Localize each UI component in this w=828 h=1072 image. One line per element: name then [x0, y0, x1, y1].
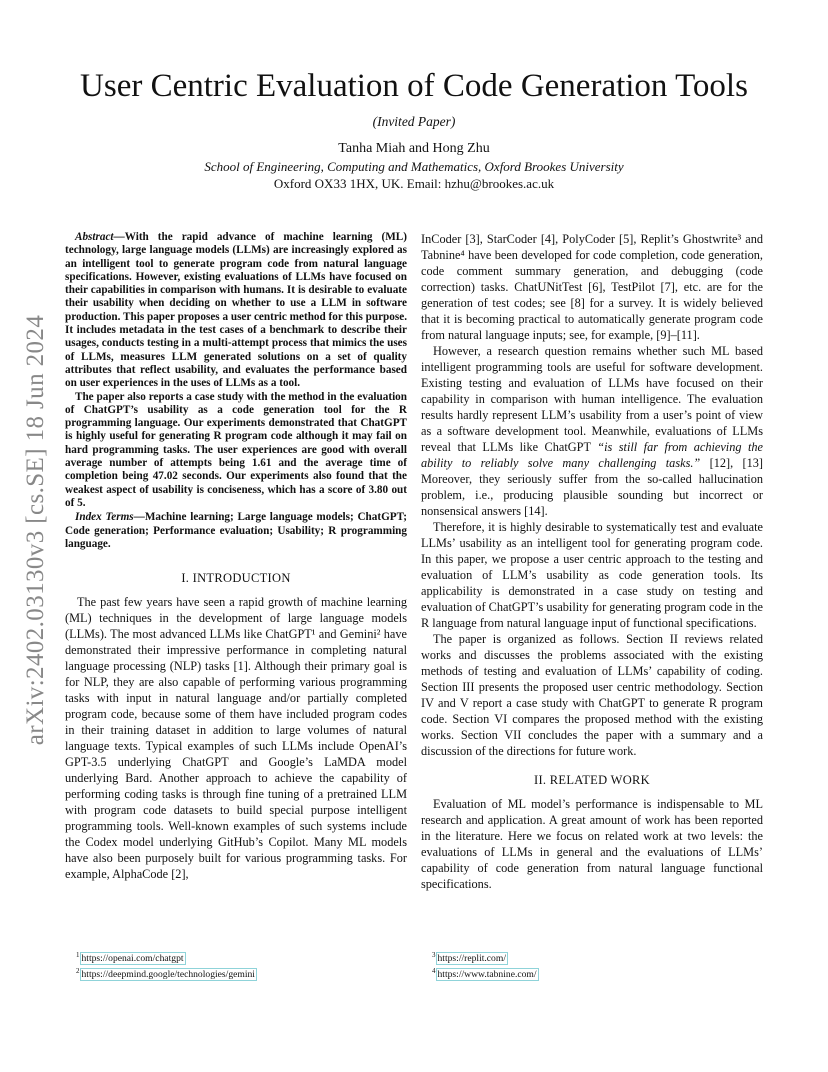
- footnote-3: [432, 949, 539, 965]
- abstract-paragraph-1: [65, 231, 407, 391]
- arxiv-identifier-text: arXiv:2402.03130v3 [cs.SE] 18 Jun 2024: [22, 314, 49, 746]
- footnote-1: [76, 949, 257, 965]
- section-heading-introduction: I. INTRODUCTION: [181, 571, 291, 586]
- footnote-4-number: 4: [432, 967, 436, 976]
- footnotes-right: [432, 949, 539, 981]
- address: Oxford OX33 1HX, UK. Email: hzhu@brookes.ac.uk: [273, 176, 555, 191]
- footnote-2-link[interactable]: https://deepmind.google/technologies/gemini: [81, 969, 255, 981]
- footnote-3-link[interactable]: https://replit.com/: [437, 953, 506, 965]
- paper-subtitle: (Invited Paper): [372, 114, 456, 129]
- index-terms-label: Index Terms: [75, 511, 134, 524]
- abstract-paragraph-2: The paper also reports a case study with the method in the evaluation of ChatGPT’s usability as a code generation tool for the R programming language. Our experiments demonstrated that ChatGPT is highly useful for generating R program code although it may fail on hard programming tasks. The user experiences are good with overall average number of attempts being 1.61 and the average time of completion being 47.02 seconds. Our experiments also found that the weakest aspect of usability is conciseness, which has a score of 3.80 out of 5.: [65, 390, 407, 509]
- footnote-4-link[interactable]: https://www.tabnine.com/: [437, 969, 537, 981]
- right-column: [421, 231, 763, 892]
- index-terms-text: —Machine learning; Large language models; ChatGPT; Code generation; Performance evaluation; Usability; R programming language.: [65, 511, 407, 550]
- intro-paragraph-1: The past few years have seen a rapid growth of machine learning (ML) techniques in the development of large language models (LLMs). The most advanced LLMs like ChatGPT¹ and Gemini² have demonstrated their impressive performance in completing natural language processing (NLP) tasks [1]. Although their primary goal is for NLP, they are also capable of performing various programming tasks with input in natural language and/or partially completed program code, because some of them have included program codes in their training dataset in addition to large volumes of natural language texts. Typical examples of such LLMs include OpenAI’s GPT-3.5 underlying ChatGPT and Google’s LaMDA model underlying Bard. Another approach to achieve the capability of performing coding tasks is through fine tuning of a pretrained LLM with program code datasets to build special purpose intelligent programming tools. Well-known examples of such systems include the Codex model underlying GitHub’s Copilot. Many ML models have also been purposely built for various programming tasks. For example, AlphaCode [2],: [65, 595, 407, 882]
- left-column: [65, 231, 407, 882]
- abstract-text-1: —With the rapid advance of machine learning (ML) technology, large language models (LLMs) are increasingly explored as an intelligent tool to generate program code from natural language specifications. However, existing evaluations of LLMs have focused on their capabilities in comparison with humans. It is desirable to evaluate their usability when deciding on whether to use a LLM in software production. This paper proposes a user centric method for this purpose. It includes metadata in the test cases of a benchmark to describe their usages, conducts testing in a multi-attempt process that mimics the uses of LLMs, measures LLM generated solutions on a set of quality attributes that reflect usability, and evaluates the performance based on user experiences in the uses of LLMs as a tool.: [65, 231, 407, 390]
- intro-paragraph-4: The paper is organized as follows. Section II reviews related works and discusses the problems associated with the existing methods of testing and evaluation of LLMs’ capability of coding. Section III presents the proposed user centric methodology. Section IV and V report a case study with ChatGPT to generate R program code. Section VI compares the proposed method with the existing works. Section VII concludes the paper with a summary and a discussion of the directions for future work.: [421, 632, 763, 758]
- index-terms: [65, 511, 407, 551]
- footnote-2-number: 2: [76, 967, 80, 976]
- intro-paragraph-2-text-a: However, a research question remains whether such ML based intelligent programming tools are useful for software development. Existing testing and evaluation of LLMs have focused on their capability in comparison with human intelligence. The evaluation results hardly represent LLM’s usability from a user’s point of view as a software development tool. Meanwhile, evaluations of LLMs reveal that LLMs like ChatGPT: [421, 344, 763, 454]
- intro-paragraph-2: [421, 343, 763, 519]
- section-heading-related-work: II. RELATED WORK: [533, 773, 650, 787]
- affiliation: School of Engineering, Computing and Mathematics, Oxford Brookes University: [204, 159, 624, 174]
- footnote-1-number: 1: [76, 951, 80, 959]
- authors: Tanha Miah and Hong Zhu: [338, 141, 490, 156]
- intro-paragraph-1-continued: InCoder [3], StarCoder [4], PolyCoder [5], Replit’s Ghostwrite³ and Tabnine⁴ have been developed for code completion, code generation, code comment summary generation, and debugging (code correction) tasks. ChatUNitTest [6], TestPilot [7], etc. are for the generation of test codes; see [8] for a survey. It is widely believed that it is becoming practical to automatically generate program code from natural language inputs; see, for example, [9]–[11].: [421, 232, 763, 342]
- intro-paragraph-2-quote: “is still far from achieving the ability to reliably solve many challenging tasks.”: [421, 440, 764, 470]
- footnote-2: [76, 965, 257, 981]
- intro-paragraph-2-text-b: [12], [13] Moreover, they seriously suffer from the so-called hallucination problem, i.e., producing plausible sounding but incorrect or nonsensical answers [14].: [421, 456, 764, 518]
- paper-title: User Centric Evaluation of Code Generation Tools: [80, 68, 748, 104]
- related-work-paragraph-1: Evaluation of ML model’s performance is indispensable to ML research and application. A great amount of work has been reported in the literature. Here we focus on related work at two levels: the evaluations of LLMs in general and the evaluations of LLMs’ capability of code generation from natural language functional specifications.: [421, 797, 763, 891]
- footnotes-left: [76, 949, 257, 981]
- arxiv-identifier: [16, 300, 56, 760]
- abstract-label: Abstract: [75, 231, 114, 243]
- footnote-3-number: 3: [432, 951, 436, 959]
- intro-paragraph-3: Therefore, it is highly desirable to systematically test and evaluate LLMs’ usability as an intelligent tool for generating program code. In this paper, we propose a user centric approach to the testing and evaluation of LLM’s usability as code generation tools. Its applicability is demonstrated in a case study on testing and evaluation of ChatGPT’s usability for generating program code in the R language from natural language input of functional specifications.: [421, 520, 763, 630]
- footnote-1-link[interactable]: https://openai.com/chatgpt: [81, 953, 184, 965]
- footnote-4: [432, 965, 539, 981]
